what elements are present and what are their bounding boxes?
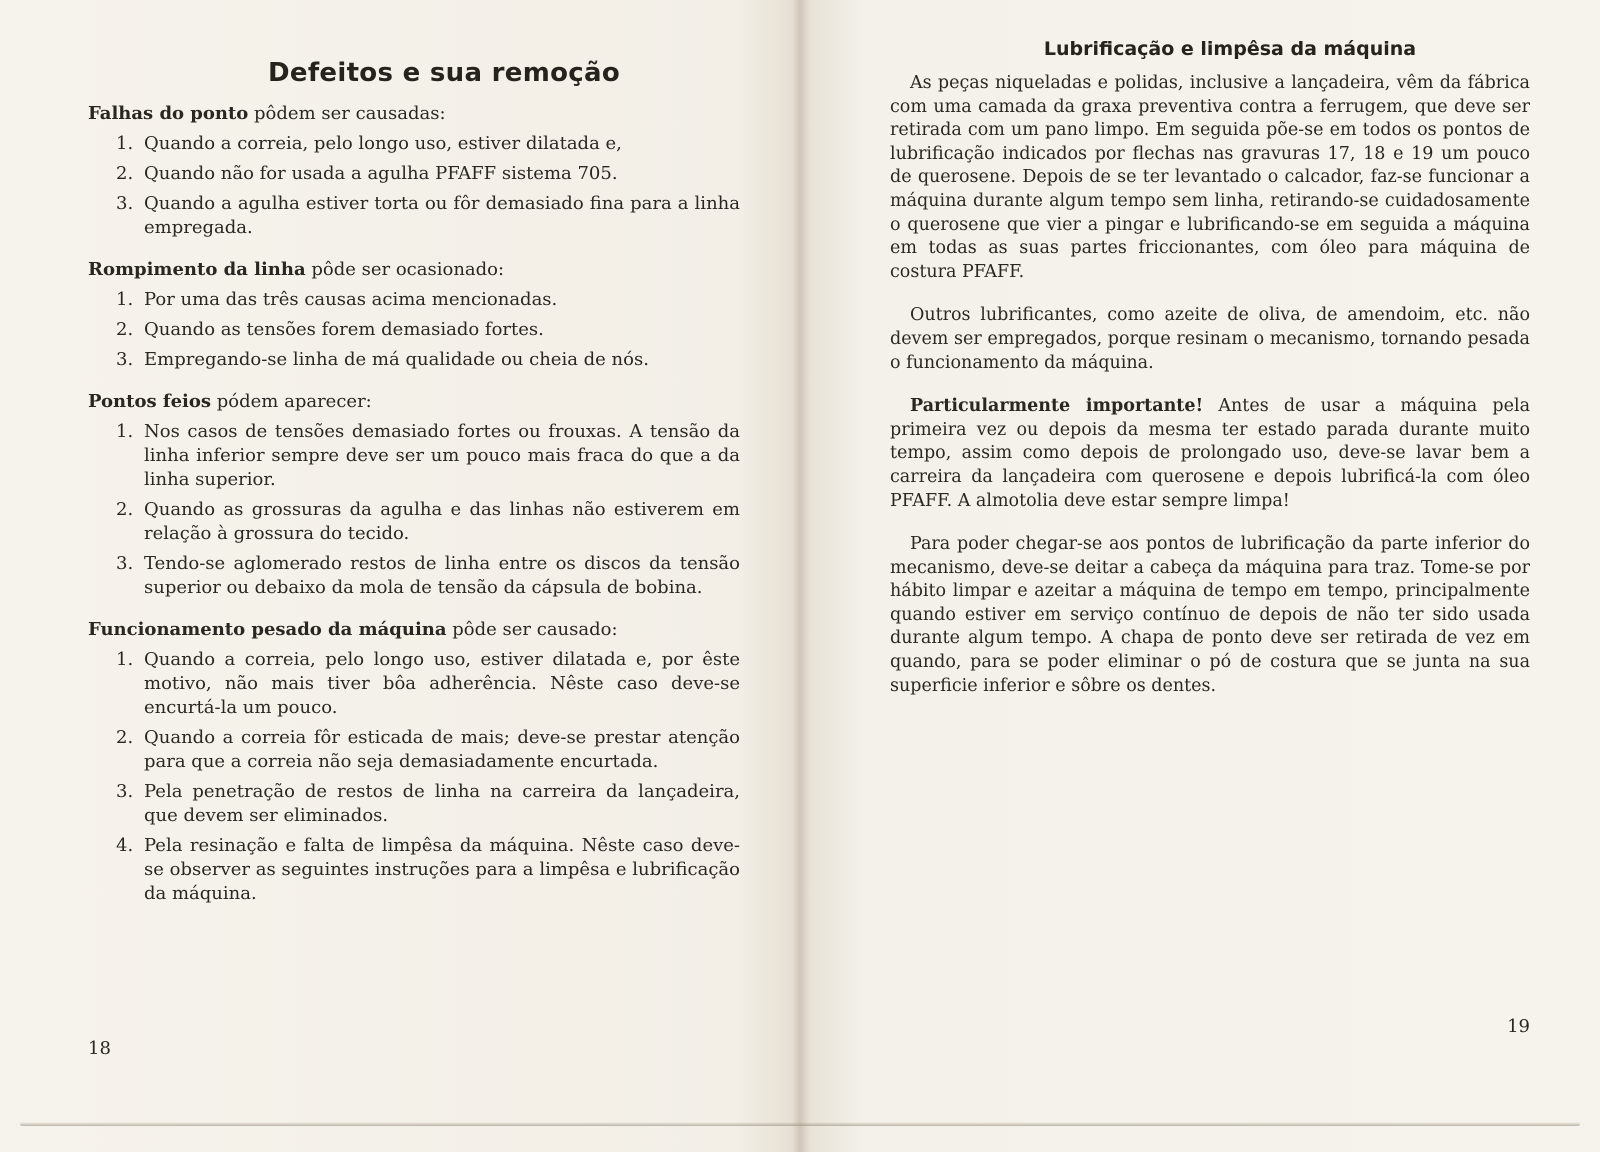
- list-item: 1. Por uma das três causas acima mencionadas.: [116, 289, 558, 310]
- section-rompimento: [88, 258, 740, 372]
- list-item: 1. Quando a correia, pelo longo uso, estiver dilatada e, por êste motivo, não mais tiver bôa adherência. Nêste caso deve-se encurtá-la um pouco.: [116, 649, 740, 718]
- list-item: 3. Pela penetração de restos de linha na carreira da lançadeira, que devem ser eliminados.: [116, 781, 740, 826]
- paragraph: Outros lubrificantes, como azeite de oliva, de amendoim, etc. não devem ser empregados, porque resinam o mecanismo, tornando pesada o funcionamento da máquina.: [890, 305, 1530, 373]
- list-item: 2. Quando não for usada a agulha PFAFF sistema 705.: [116, 163, 618, 184]
- list-item: 3. Quando a agulha estiver torta ou fôr demasiado fina para a linha empregada.: [116, 193, 740, 238]
- page-number: 19: [1507, 1016, 1530, 1037]
- paragraph: As peças niqueladas e polidas, inclusive a lançadeira, vêm da fábrica com uma camada da graxa preventiva contra a ferrugem, que deve ser retirada com um pano limpo. Em seguida põe-se em todos os pontos de lubrificação indicados por flechas nas gravuras 17, 18 e 19 um pouco de querosene. Depois de se ter levantado o calcador, faz-se funcionar a máquina durante algum tempo sem linha, retirando-se cuidadosamente o querosene que vier a pingar e lubrificando-se em seguida a máquina em todas as suas partes friccionantes, com óleo para máquina de costura PFAFF.: [890, 73, 1530, 282]
- section-funcionamento: [88, 618, 740, 906]
- section-heading: Rompimento da linha pôde ser ocasionado:: [88, 259, 505, 280]
- section-heading: Pontos feios pódem aparecer:: [88, 391, 372, 412]
- list-item: 2. Quando as grossuras da agulha e das linhas não estiverem em relação à grossura do tecido.: [116, 499, 740, 544]
- section-heading: Funcionamento pesado da máquina pôde ser causado:: [88, 619, 618, 640]
- section-pontos-feios: [88, 390, 740, 600]
- list-item: 1. Nos casos de tensões demasiado fortes ou frouxas. A tensão da linha inferior sempre deve ser um pouco mais fraca do que a da linha superior.: [116, 421, 740, 490]
- page-number: 18: [88, 1038, 111, 1059]
- list-item: 2. Quando as tensões forem demasiado fortes.: [116, 319, 544, 340]
- page-edge: [20, 1122, 1580, 1126]
- paragraph: Particularmente importante! Antes de usar a máquina pela primeira vez ou depois da mesma ter estado parada durante muito tempo, assim como depois de prolongado uso, deve-se lavar bem a carreira da lançadeira com querosene e depois lubrificá-la com óleo PFAFF. A almotolia deve estar sempre limpa!: [890, 396, 1531, 511]
- section-heading: Falhas do ponto pôdem ser causadas:: [88, 103, 446, 124]
- page-title: Lubrificação e limpêsa da máquina: [1043, 38, 1417, 60]
- list-item: 1. Quando a correia, pelo longo uso, estiver dilatada e,: [116, 133, 622, 154]
- paragraph: Para poder chegar-se aos pontos de lubrificação da parte inferior do mecanismo, deve-se deitar a cabeça da máquina para traz. Tome-se por hábito limpar e azeitar a máquina de tempo em tempo, principalmente quando estiver em serviço contínuo de depois de não ter sido usada durante algum tempo. A chapa de ponto deve ser retirada de vez em quando, para se poder eliminar o pó de costura que se junta na sua superficie inferior e sôbre os dentes.: [890, 534, 1530, 696]
- page-title: Defeitos e sua remoção: [268, 58, 620, 88]
- list-item: 2. Quando a correia fôr esticada de mais; deve-se prestar atenção para que a correia não seja demasiadamente encurtada.: [116, 727, 740, 772]
- list-item: 3. Tendo-se aglomerado restos de linha entre os discos da tensão superior ou debaixo da mola de tensão da cápsula de bobina.: [116, 553, 740, 598]
- list-item: 3. Empregando-se linha de má qualidade ou cheia de nós.: [116, 349, 649, 370]
- section-falhas: [88, 102, 740, 240]
- list-item: 4. Pela resinação e falta de limpêsa da máquina. Nêste caso deve-se observer as seguintes instruções para a limpêsa e lubrificação da máquina.: [116, 835, 740, 904]
- right-page: [806, 0, 1600, 1152]
